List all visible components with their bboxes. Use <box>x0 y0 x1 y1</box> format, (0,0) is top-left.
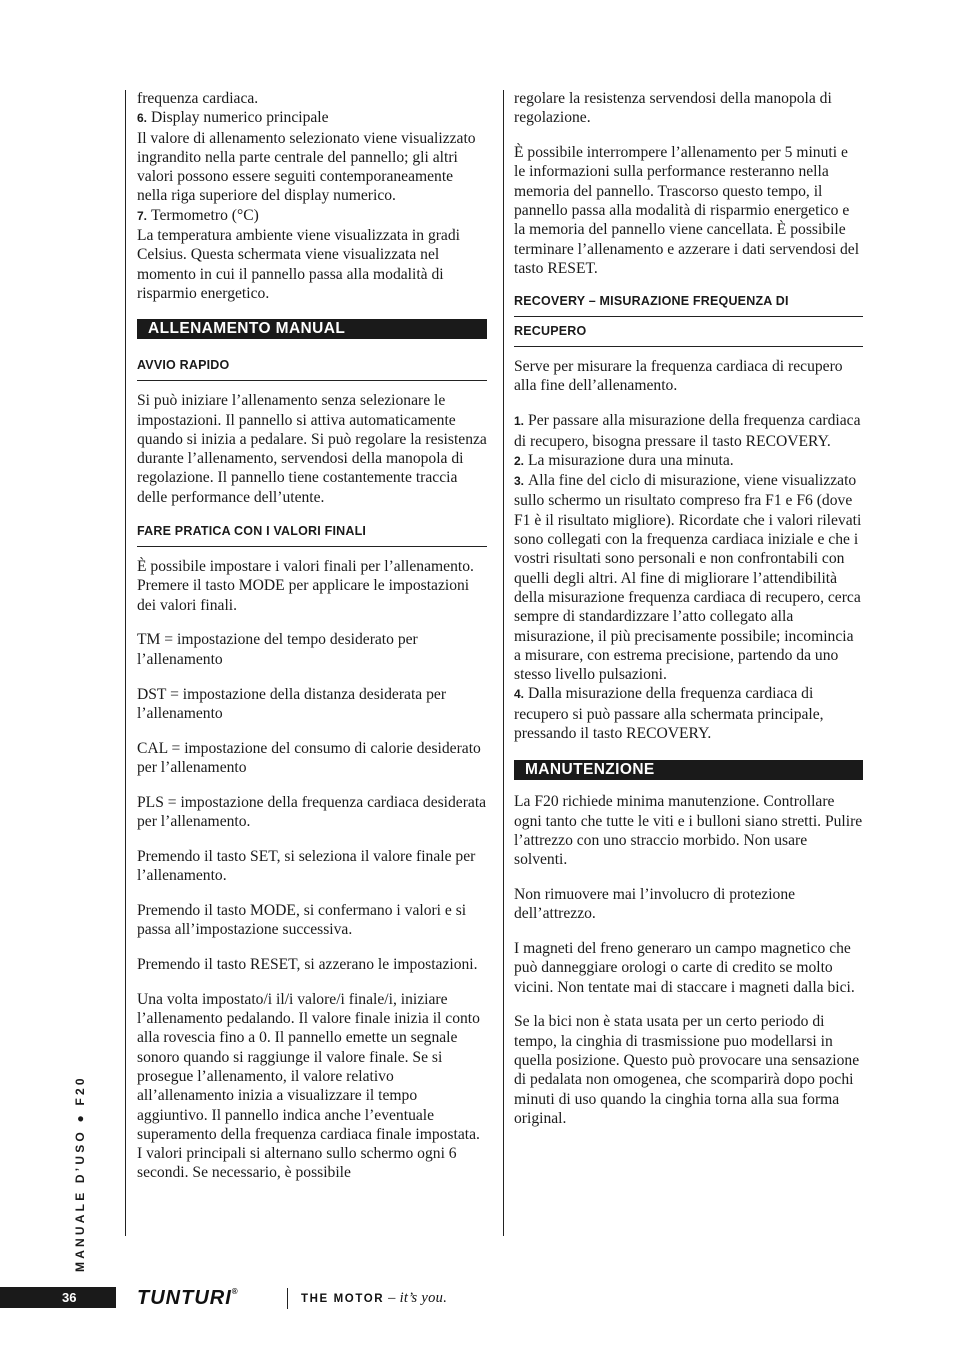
side-label: MANUALE D’USO ● F20 <box>73 1075 87 1272</box>
tagline: THE MOTOR – it’s you. <box>301 1290 448 1306</box>
column-rule-left <box>125 90 126 1236</box>
paragraph: Serve per misurare la frequenza cardiaca di recupero alla fine dell’allenamento. <box>514 358 843 395</box>
item-number: 3. <box>514 474 525 489</box>
footer-divider <box>287 1288 288 1309</box>
paragraph: Premendo il tasto SET, si seleziona il valore finale per l’allenamento. <box>137 847 476 885</box>
item-number: 7. <box>137 208 148 223</box>
paragraph: Premendo il tasto MODE, si confermano i valori e si passa all’impostazione successiva. <box>137 901 467 939</box>
recovery-steps <box>514 411 863 743</box>
intro-line: La temperatura ambiente viene visualizzata in gradi Celsius. Questa schermata viene visualizzata nel momento in cui il pannello passa alla modalità di risparmio energetico. <box>137 227 460 302</box>
paragraph: È possibile interrompere l’allenamento per 5 minuti e le informazioni sulla performance resteranno nella memoria del pannello. Trascorso questo tempo, il pannello passa alla modalità di risparmio energetico e la memoria del pannello viene cancellata. È possibile terminare l’allenamento e azzerare i dati servendosi del tasto RESET. <box>514 144 860 277</box>
intro-line: frequenza cardiaca. <box>137 90 259 107</box>
item-number: 4. <box>514 687 525 702</box>
paragraph: DST = impostazione della distanza desiderata per l’allenamento <box>137 685 447 722</box>
left-intro <box>137 89 487 303</box>
section-title-allenamento: ALLENAMENTO MANUAL <box>137 319 487 339</box>
column-rule-middle <box>503 90 504 1236</box>
subheading-recupero: RECUPERO <box>514 317 863 347</box>
item-number: 2. <box>514 453 525 468</box>
intro-line: 6. Display numerico principale <box>137 109 329 127</box>
intro-line: 7. Termometro (°C) <box>137 206 259 224</box>
subheading-recovery: RECOVERY – MISURAZIONE FREQUENZA DI <box>514 287 863 317</box>
paragraph: È possibile impostare i valori finali per l’allenamento. Premere il tasto MODE per applicare le impostazioni dei valori finali. <box>137 558 474 614</box>
subheading-valori-finali: FARE PRATICA CON I VALORI FINALI <box>137 517 487 547</box>
paragraph: regolare la resistenza servendosi della manopola di regolazione. <box>514 90 832 127</box>
paragraph: TM = impostazione del tempo desiderato per l’allenamento <box>137 631 418 668</box>
subheading-avvio-rapido: AVVIO RAPIDO <box>137 351 487 381</box>
item-number: 6. <box>137 111 148 126</box>
paragraph: Premendo il tasto RESET, si azzerano le impostazioni. <box>137 956 478 973</box>
list-item: 1. Per passare alla misurazione della frequenza cardiaca di recupero, bisogna pressare il tasto RECOVERY. <box>514 412 861 450</box>
paragraph: I magneti del freno generaro un campo magnetico che può danneggiare orologi o carte di credito se molto vicini. Non tentate mai di staccare i magneti dalla bici. <box>514 940 855 996</box>
paragraph: Una volta impostato/i il/i valore/i finale/i, iniziare l’allenamento pedalando. Il valore finale inizia il conto alla rovescia fino a 0. Il pannello emette un segnale sonoro quando si raggiunge il valore finale. Se si prosegue l’allenamento, il valore relativo all’allenamento inizia a visualizzare il tempo aggiuntivo. Il pannello indica anche l’eventuale superamento della frequenza cardiaca finale impostata. I valori principali si alternano sullo schermo ogni 6 secondi. Se necessario, è possibile <box>137 990 480 1182</box>
page-number: 36 <box>0 1287 116 1308</box>
paragraph: PLS = impostazione della frequenza cardiaca desiderata per l’allenamento. <box>137 793 487 831</box>
paragraph: La F20 richiede minima manutenzione. Controllare ogni tanto che tutte le viti e i bulloni siano stretti. Pulire l’attrezzo con uno straccio morbido. Non usare solventi. <box>514 793 863 869</box>
paragraph: Non rimuovere mai l’involucro di protezione dell’attrezzo. <box>514 886 796 923</box>
section-title-manutenzione: MANUTENZIONE <box>514 760 863 780</box>
paragraph: Se la bici non è stata usata per un certo periodo di tempo, la cinghia di trasmissione puo modellarsi in quella posizione. Questo può provocare una sensazione di pedalata non omogenea, che scomparirà dopo pochi minuti di uso quando la cinghia torna alla sua forma original. <box>514 1013 860 1127</box>
paragraph: CAL = impostazione del consumo di calorie desiderato per l’allenamento <box>137 739 481 776</box>
left-column <box>137 89 487 1183</box>
paragraph: Si può iniziare l’allenamento senza selezionare le impostazioni. Il pannello si attiva automaticamente quando si inizia a pedalare. Si può regolare la resistenza durante l’allenamento, servendosi della manopola di regolazione. Il pannello tiene costantemente traccia delle performance dell’utente. <box>137 392 487 506</box>
list-item: 3. Alla fine del ciclo di misurazione, viene visualizzato sullo schermo un risultato compreso fra F1 e F6 (dove F1 è il risultato migliore). Ricordate che i valori rilevati sono collegati con la frequenza cardiaca iniziale e che i vostri risultati sono personali e non confrontabili con quelli degli altri. Al fine di migliorare l’attendibilità della misurazione frequenza cardiaca di recupero, cerca sempre di standardizzare l’atto collegato alla misurazione, il più precisamente possibile; incomincia a misurare, con estrema precisione, partendo da uno stesso livello pulsazioni. <box>514 472 862 684</box>
list-item: 4. Dalla misurazione della frequenza cardiaca di recupero si può passare alla schermata principale, pressando il tasto RECOVERY. <box>514 685 824 743</box>
intro-line: Il valore di allenamento selezionato viene visualizzato ingrandito nella parte centrale del pannello; gli altri valori possono essere seguiti contemporaneamente nella riga superiore del display numerico. <box>137 129 476 205</box>
right-column <box>514 89 863 1128</box>
list-item: 2. La misurazione dura una minuta. <box>514 451 734 469</box>
brand-logo: TUNTURI® <box>137 1287 239 1309</box>
registered-mark: ® <box>231 1287 239 1296</box>
item-number: 1. <box>514 414 525 429</box>
